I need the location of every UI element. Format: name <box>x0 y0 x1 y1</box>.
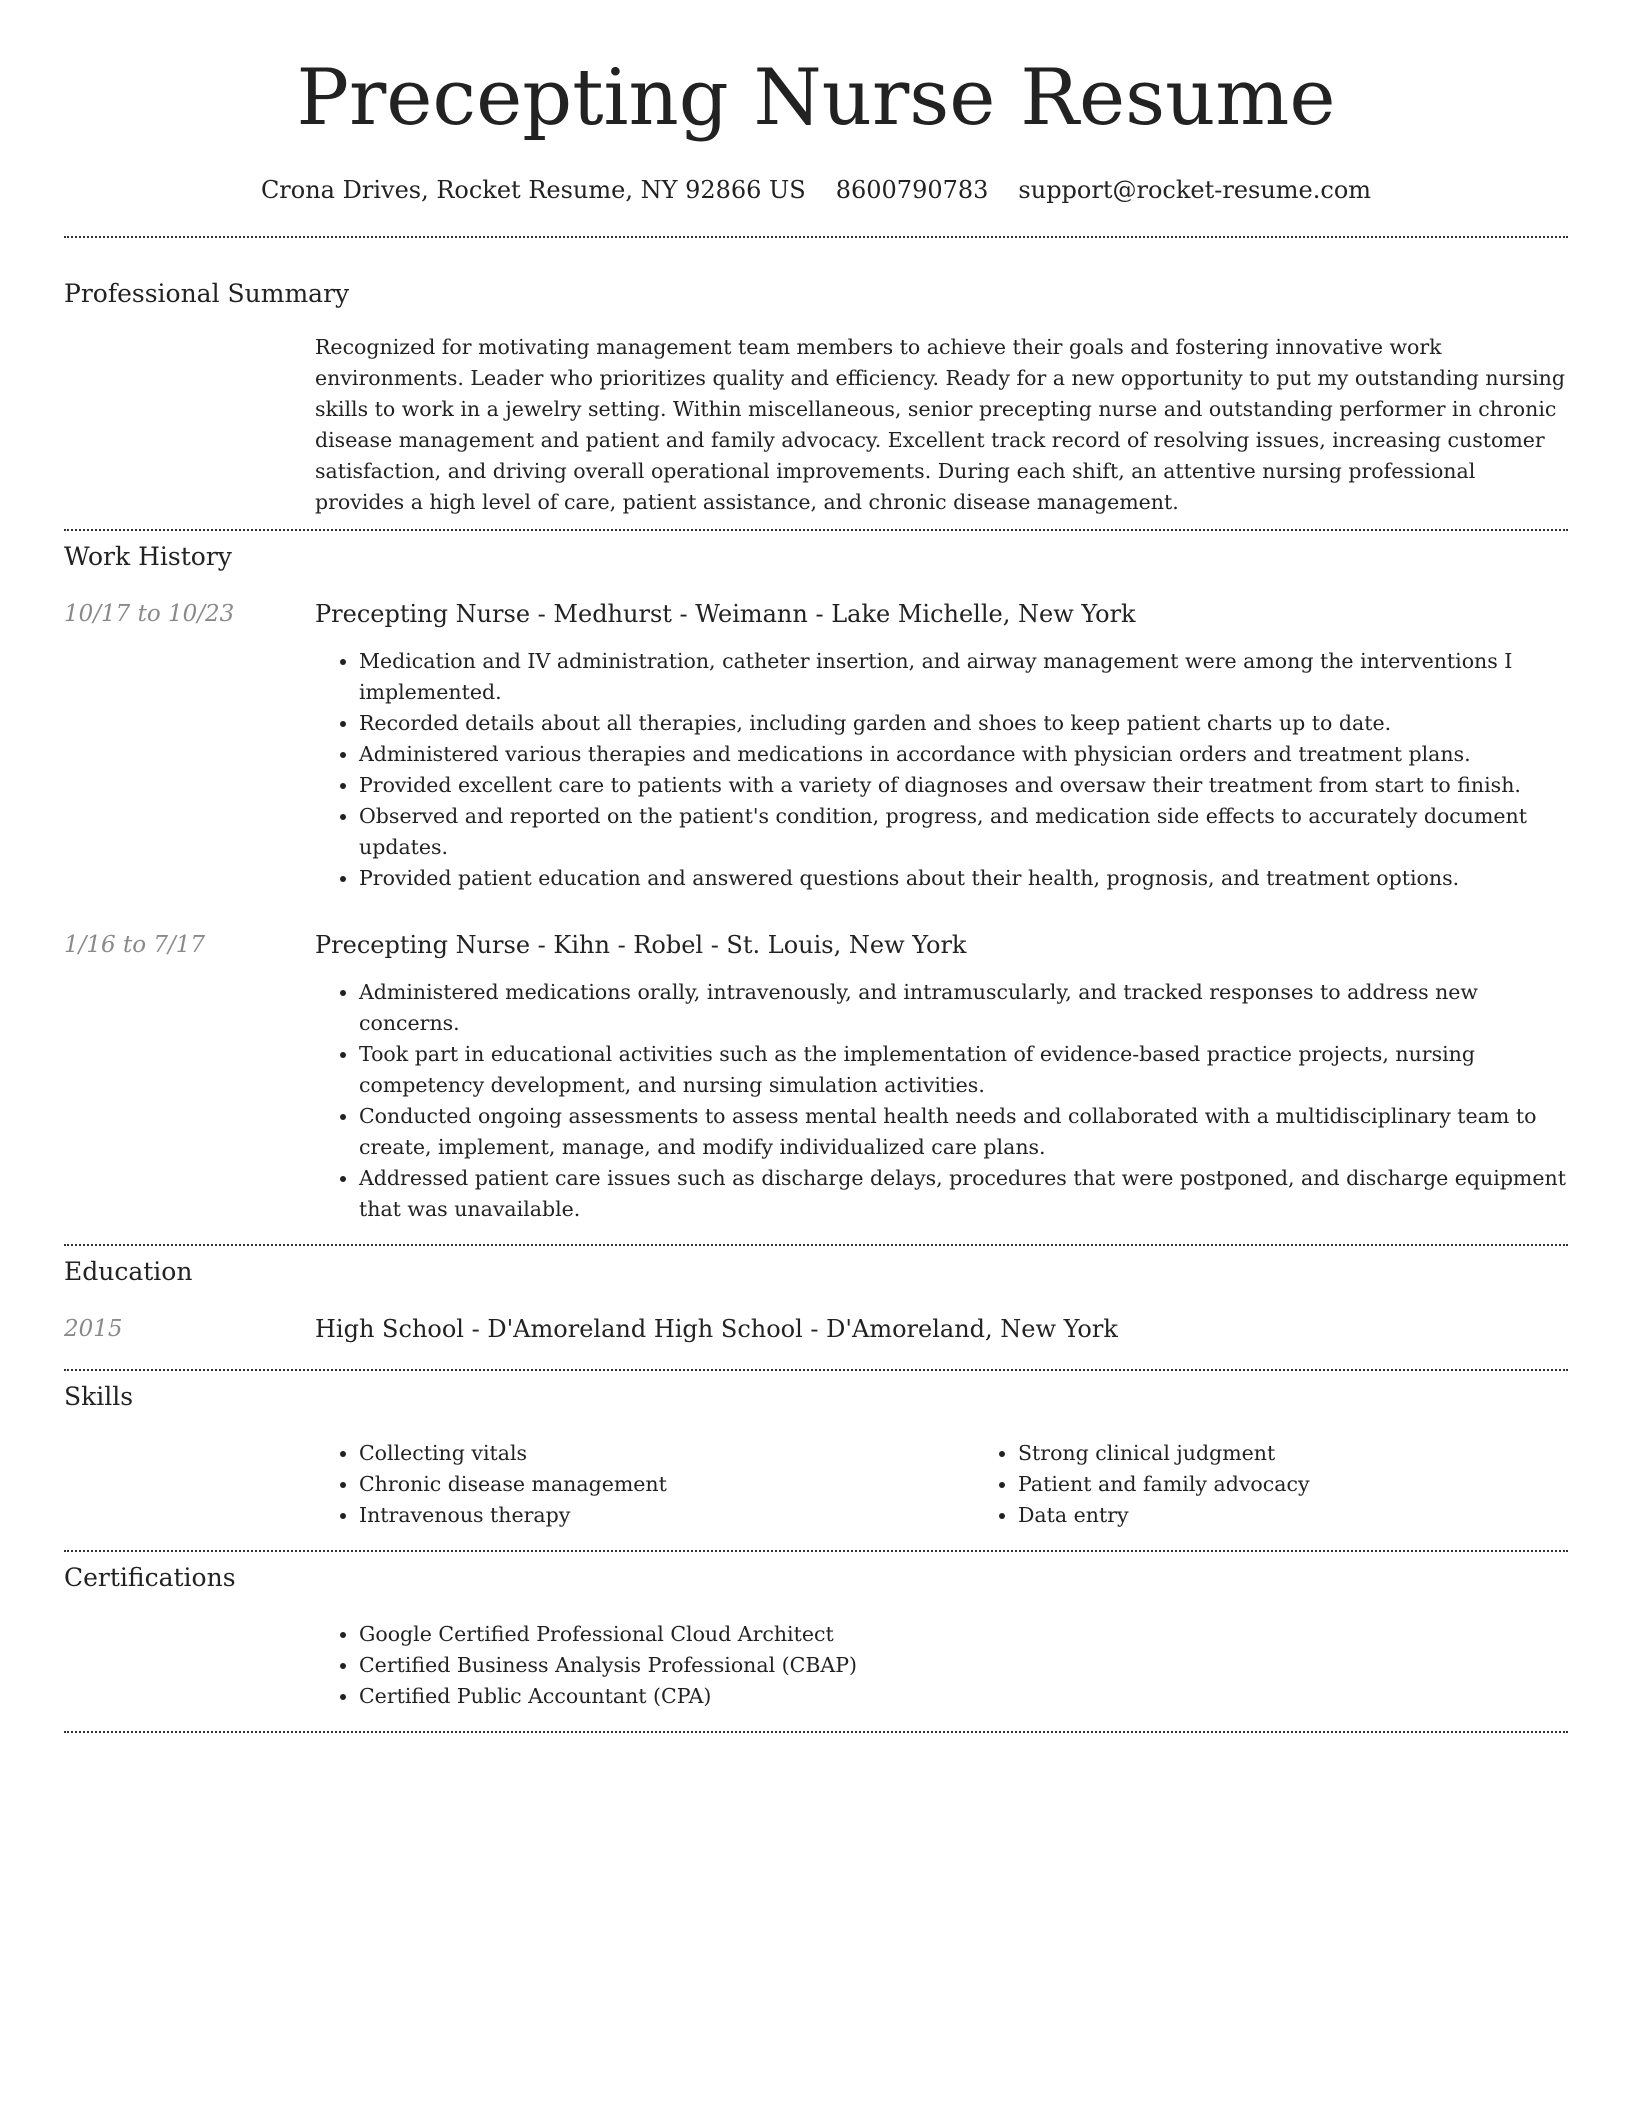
section-title-skills: Skills <box>64 1382 134 1411</box>
job-dates: 1/16 to 7/17 <box>64 932 206 958</box>
list-item: • Chronic disease management <box>359 1469 974 1500</box>
education-entry <box>64 1313 1568 1345</box>
skills-list <box>315 1438 974 1531</box>
skills-list <box>974 1438 1632 1531</box>
job-heading: Precepting Nurse - Kihn - Robel - St. Louis, New York <box>315 931 967 959</box>
certifications-list <box>315 1619 1568 1712</box>
summary-text: Recognized for motivating management team members to achieve their goals and fostering innovative work environments. Leader who prioritizes quality and efficiency. Ready for a new opportunity to put my outstanding nursing skills to work in a jewelry setting. Within miscellaneous, senior precepting nurse and outstanding performer in chronic disease management and patient and family advocacy. Excellent track record of resolving issues, increasing customer satisfaction, and driving overall operational improvements. During each shift, an attentive nursing professional provides a high level of care, patient assistance, and chronic disease management. <box>315 335 1565 514</box>
section-title-summary: Professional Summary <box>64 279 350 308</box>
skills-section <box>64 1371 1568 1531</box>
job-dates: 10/17 to 10/23 <box>64 601 235 627</box>
list-item: • Certified Business Analysis Professional (CBAP) <box>359 1650 1568 1681</box>
contact-address: Crona Drives, Rocket Resume, NY 92866 US <box>260 176 806 204</box>
list-item: • Google Certified Professional Cloud Architect <box>359 1619 1568 1650</box>
job-entry <box>64 929 1568 1225</box>
list-item: • Recorded details about all therapies, including garden and shoes to keep patient charts up to date. <box>359 708 1568 739</box>
list-item: • Administered various therapies and medications in accordance with physician orders and treatment plans. <box>359 739 1568 770</box>
certifications-section <box>64 1552 1568 1712</box>
contact-email: support@rocket-resume.com <box>1018 176 1372 204</box>
education-section <box>64 1246 1568 1345</box>
list-item: • Addressed patient care issues such as discharge delays, procedures that were postponed, and discharge equipment that was unavailable. <box>359 1163 1568 1225</box>
resume-header <box>64 0 1568 206</box>
job-heading: Precepting Nurse - Medhurst - Weimann - Lake Michelle, New York <box>315 600 1136 628</box>
section-title-education: Education <box>64 1257 193 1286</box>
list-item: • Data entry <box>1018 1500 1632 1531</box>
list-item: • Conducted ongoing assessments to assess mental health needs and collaborated with a multidisciplinary team to create, implement, manage, and modify individualized care plans. <box>359 1101 1568 1163</box>
work-history-section <box>64 531 1568 1225</box>
contact-phone: 8600790783 <box>835 176 989 204</box>
list-item: • Took part in educational activities such as the implementation of evidence-based practice projects, nursing competency development, and nursing simulation activities. <box>359 1039 1568 1101</box>
divider <box>64 1731 1568 1733</box>
section-title-work-history: Work History <box>64 542 232 571</box>
list-item: • Collecting vitals <box>359 1438 974 1469</box>
job-bullets <box>315 646 1568 894</box>
job-bullets <box>315 977 1568 1225</box>
contact-line <box>64 174 1568 206</box>
job-entry <box>64 598 1568 894</box>
education-year: 2015 <box>64 1316 123 1342</box>
list-item: • Intravenous therapy <box>359 1500 974 1531</box>
education-heading: High School - D'Amoreland High School - D'Amoreland, New York <box>315 1315 1118 1343</box>
resume-title: Precepting Nurse Resume <box>296 53 1336 143</box>
list-item: • Provided excellent care to patients with a variety of diagnoses and oversaw their treatment from start to finish. <box>359 770 1568 801</box>
summary-section <box>64 238 1568 518</box>
list-item: • Medication and IV administration, catheter insertion, and airway management were among the interventions I implemented. <box>359 646 1568 708</box>
list-item: • Provided patient education and answered questions about their health, prognosis, and treatment options. <box>359 863 1568 894</box>
list-item: • Strong clinical judgment <box>1018 1438 1632 1469</box>
list-item: • Administered medications orally, intravenously, and intramuscularly, and tracked responses to address new concerns. <box>359 977 1568 1039</box>
list-item: • Patient and family advocacy <box>1018 1469 1632 1500</box>
list-item: • Observed and reported on the patient's condition, progress, and medication side effects to accurately document updates. <box>359 801 1568 863</box>
list-item: • Certified Public Accountant (CPA) <box>359 1681 1568 1712</box>
section-title-certifications: Certifications <box>64 1563 236 1592</box>
